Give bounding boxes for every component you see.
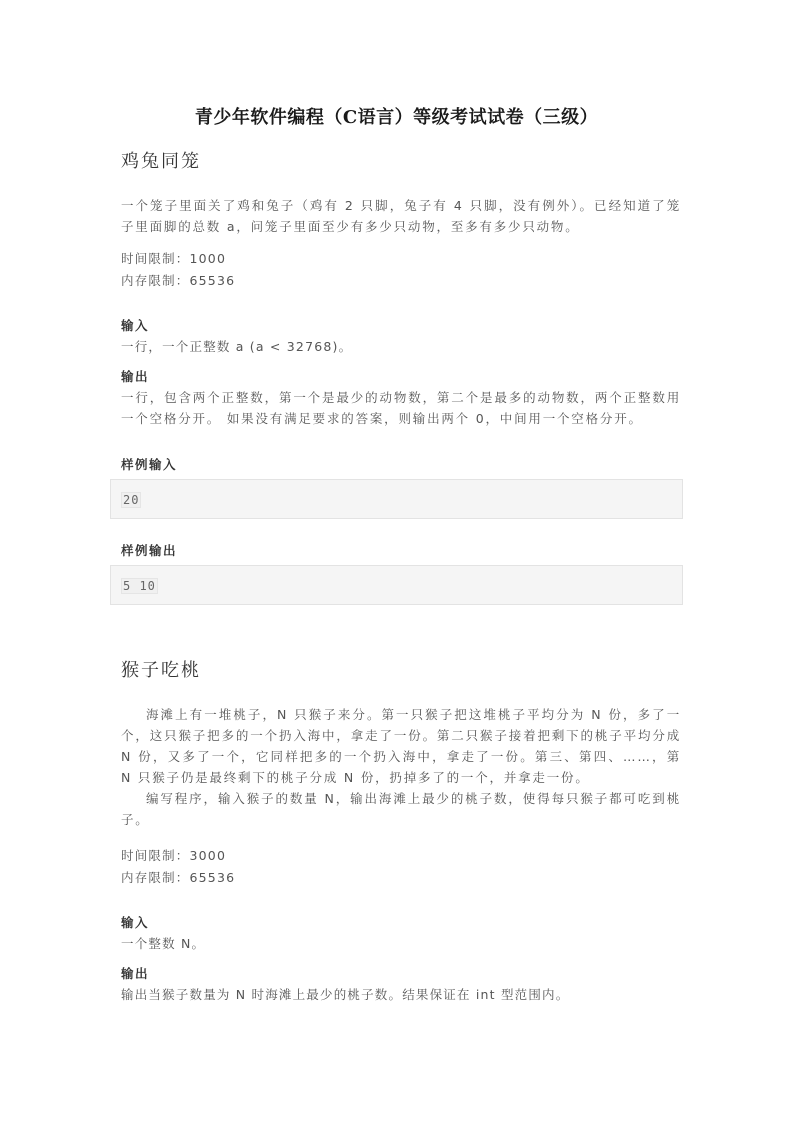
input-heading: 输入 [121,915,150,930]
output-text: 一行，包含两个正整数，第一个是最少的动物数，第二个是最多的动物数，两个正整数用一个空格分开。 如果没有满足要求的答案，则输出两个 0，中间用一个空格分开。 [121,390,681,426]
sample-output-heading: 样例输出 [121,543,178,558]
input-text: 一个整数 N。 [121,936,206,951]
time-limit: 时间限制：1000 [121,251,227,266]
problem-description: 一个笼子里面关了鸡和兔子（鸡有 2 只脚，兔子有 4 只脚，没有例外）。已经知道了笼子里面脚的总数 a，问笼子里面至少有多少只动物，至多有多少只动物。 [121,198,681,234]
problem-title: 猴子吃桃 [121,660,201,681]
output-text: 输出当猴子数量为 N 时海滩上最少的桃子数。结果保证在 int 型范围内。 [121,987,570,1002]
input-heading: 输入 [121,318,150,333]
sample-output-code: 5 10 [123,579,156,593]
document-title: 青少年软件编程（C语言）等级考试试卷（三级） [194,107,599,128]
sample-output-box [110,565,683,605]
problem-description-paragraph-1: 海滩上有一堆桃子，N 只猴子来分。第一只猴子把这堆桃子平均分为 N 份，多了一个，这只猴子把多的一个扔入海中，拿走了一份。第二只猴子接着把剩下的桃子平均分成 N 份，又多了一个，它同样把多的一个扔入海中，拿走了一份。第三、第四、……，第 N 只猴子仍是最终剩下的桃子分成 N 份，扔掉多了的一个，并拿走一份。 [121,707,681,785]
output-heading: 输出 [121,966,150,981]
sample-input-code: 20 [123,493,140,507]
sample-input-box [110,479,683,519]
output-heading: 输出 [121,369,150,384]
input-text: 一行，一个正整数 a (a < 32768)。 [121,339,353,354]
problem-title: 鸡兔同笼 [121,151,201,172]
memory-limit: 内存限制：65536 [121,273,236,288]
problem-description-paragraph-2: 编写程序，输入猴子的数量 N，输出海滩上最少的桃子数，使得每只猴子都可吃到桃子。 [121,791,681,827]
memory-limit: 内存限制：65536 [121,870,236,885]
sample-input-heading: 样例输入 [121,457,178,472]
time-limit: 时间限制：3000 [121,848,227,863]
